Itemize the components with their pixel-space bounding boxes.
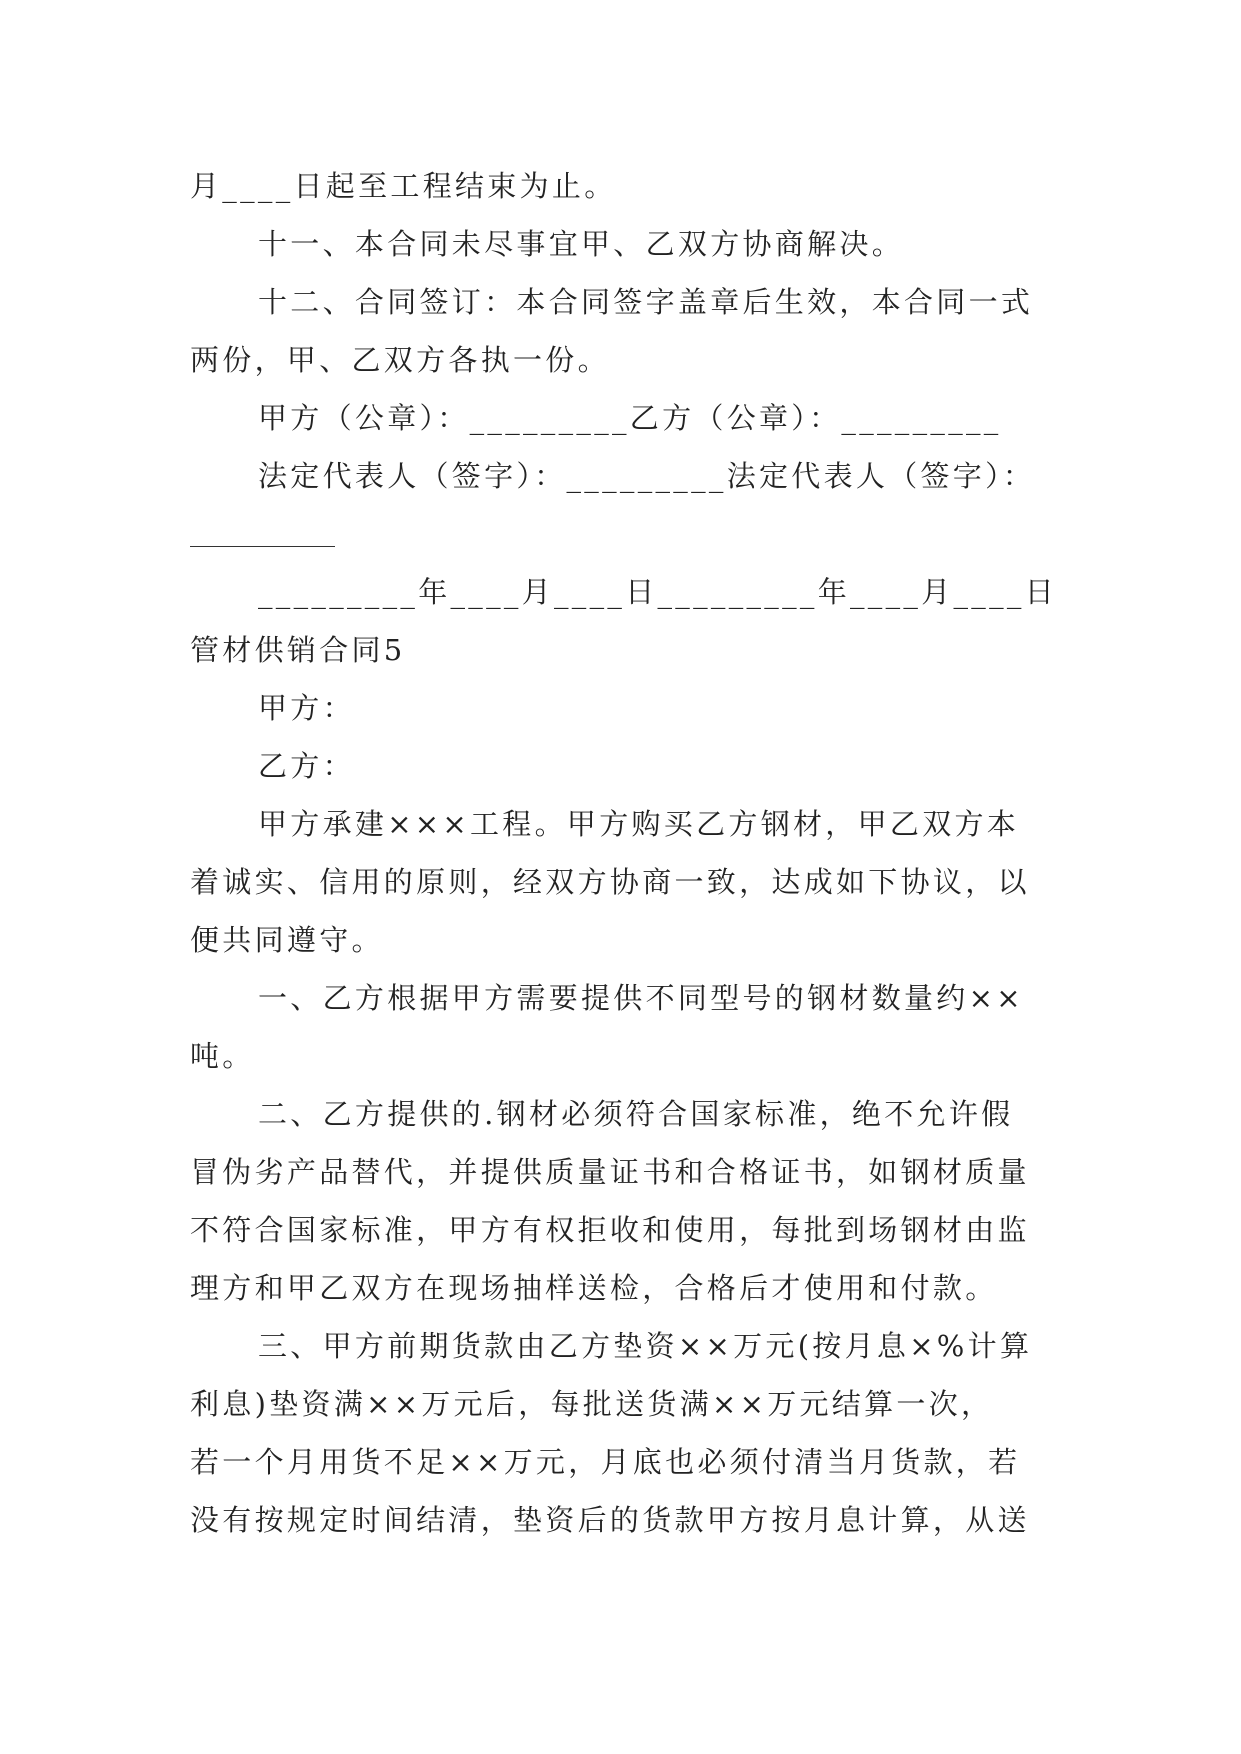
- party-a-label: 甲方：: [258, 691, 355, 725]
- preamble-line: 甲方承建×××工程。甲方购买乙方钢材，甲乙双方本: [258, 807, 1020, 841]
- clause-three-cont: 利息)垫资满××万元后，每批送货满××万元结算一次，: [190, 1387, 994, 1421]
- clause-one-cont: 吨。: [190, 1039, 255, 1073]
- text-line: 两份，甲、乙双方各执一份。: [190, 343, 610, 377]
- section-title: 管材供销合同5: [190, 633, 406, 667]
- clause-twelve: 十二、合同签订：本合同签字盖章后生效，本合同一式: [258, 285, 1034, 319]
- signature-blank: [190, 546, 335, 547]
- party-b-label: 乙方：: [258, 749, 355, 783]
- clause-three-cont: 若一个月用货不足××万元，月底也必须付清当月货款，若: [190, 1445, 1021, 1479]
- clause-two: 二、乙方提供的.钢材必须符合国家标准，绝不允许假: [258, 1097, 1014, 1131]
- clause-two-cont: 理方和甲乙双方在现场抽样送检，合格后才使用和付款。: [190, 1271, 998, 1305]
- clause-three-cont: 没有按规定时间结清，垫资后的货款甲方按月息计算，从送: [190, 1503, 1030, 1537]
- clause-one: 一、乙方根据甲方需要提供不同型号的钢材数量约××: [258, 981, 1024, 1015]
- date-line: _________年____月____日_________年____月____日: [258, 575, 1057, 609]
- preamble-line: 着诚实、信用的原则，经双方协商一致，达成如下协议，以: [190, 865, 1030, 899]
- clause-three: 三、甲方前期货款由乙方垫资××万元(按月息×%计算: [258, 1329, 1033, 1363]
- clause-two-cont: 冒伪劣产品替代，并提供质量证书和合格证书，如钢材质量: [190, 1155, 1030, 1189]
- clause-eleven: 十一、本合同未尽事宜甲、乙双方协商解决。: [258, 227, 905, 261]
- clause-two-cont: 不符合国家标准，甲方有权拒收和使用，每批到场钢材由监: [190, 1213, 1030, 1247]
- legal-rep-signature-line: 法定代表人（签字）：_________法定代表人（签字）：: [258, 459, 1036, 493]
- text-line: 月____日起至工程结束为止。: [190, 169, 617, 203]
- preamble-line: 便共同遵守。: [190, 923, 384, 957]
- party-seal-line: 甲方（公章）：_________乙方（公章）：_________: [258, 401, 1002, 435]
